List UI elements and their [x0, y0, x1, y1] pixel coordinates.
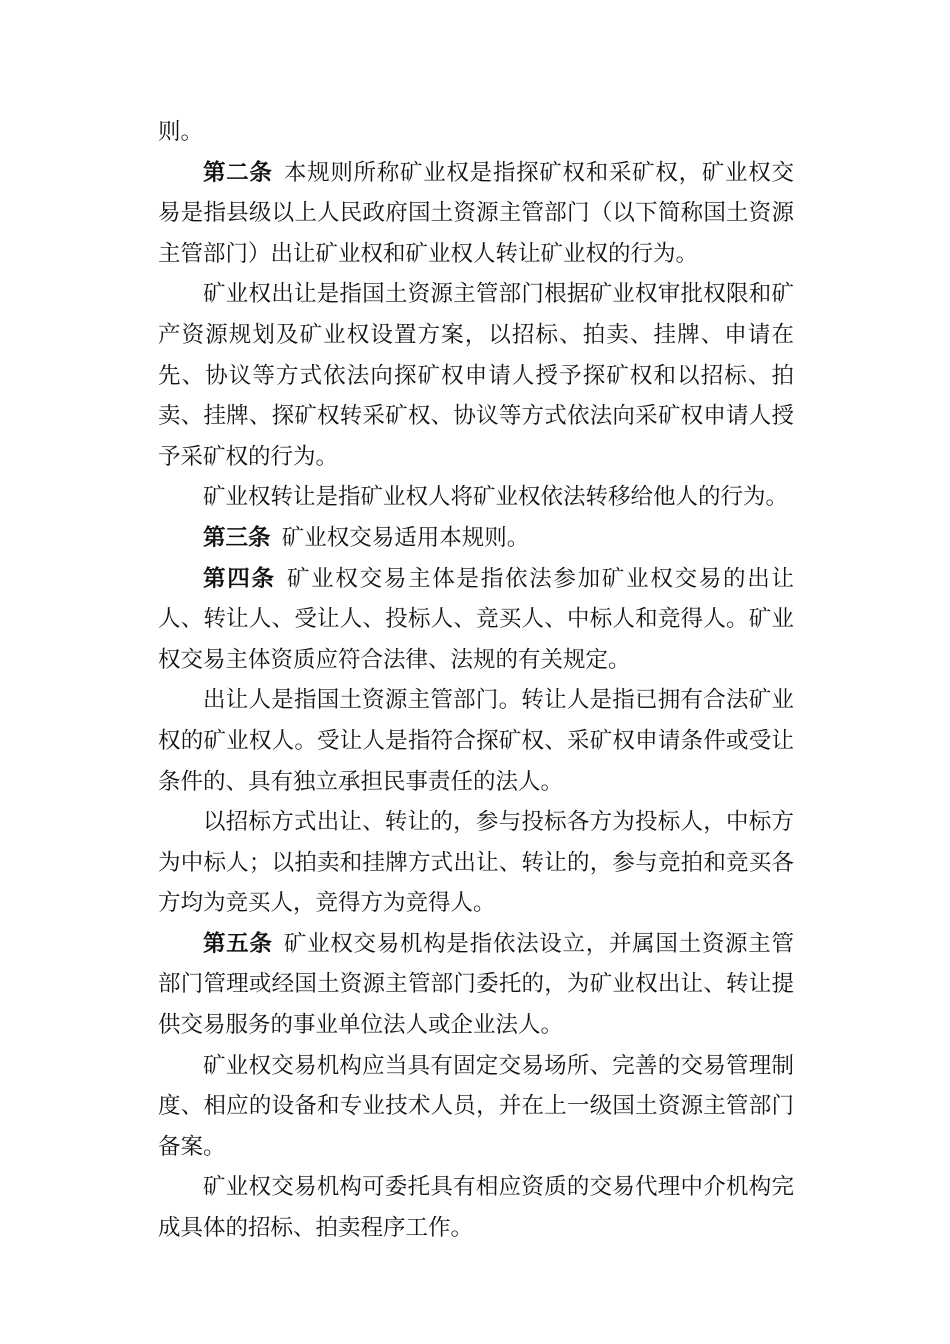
- article-4-paragraph: [158, 559, 794, 681]
- paragraph-text: 本规则所称矿业权是指探矿权和采矿权，矿业权交易是指县级以上人民政府国土资源主管部门（以下简称国土资源主管部门）出让矿业权和矿业权人转让矿业权的行为。: [158, 159, 794, 267]
- paragraph: [158, 1167, 794, 1248]
- paragraph-text: 矿业权出让是指国土资源主管部门根据矿业权审批权限和矿产资源规划及矿业权设置方案，以招标、拍卖、挂牌、申请在先、协议等方式依法向探矿权申请人授予探矿权和以招标、拍卖、挂牌、探矿权转采矿权、协议等方式依法向采矿权申请人授予采矿权的行为。: [158, 281, 794, 470]
- paragraph: [158, 1046, 794, 1168]
- article-2-paragraph: [158, 153, 794, 275]
- paragraph: [158, 680, 794, 802]
- article-label: 第四条: [203, 565, 276, 592]
- paragraph-continuation: [158, 112, 794, 153]
- paragraph: [158, 274, 794, 477]
- paragraph-text: 矿业权转让是指矿业权人将矿业权依法转移给他人的行为。: [203, 484, 789, 511]
- paragraph: [158, 802, 794, 924]
- paragraph-text: 出让人是指国土资源主管部门。转让人是指已拥有合法矿业权的矿业权人。受让人是指符合探矿权、采矿权申请条件或受让条件的、具有独立承担民事责任的法人。: [158, 687, 794, 795]
- document-body: [158, 112, 794, 1249]
- article-label: 第三条: [203, 524, 271, 551]
- article-label: 第二条: [203, 159, 273, 186]
- paragraph-text: 矿业权交易适用本规则。: [281, 524, 530, 551]
- article-3-paragraph: [158, 518, 794, 559]
- paragraph-text: 矿业权交易机构可委托具有相应资质的交易代理中介机构完成具体的招标、拍卖程序工作。: [158, 1174, 794, 1242]
- article-label: 第五条: [203, 930, 273, 957]
- paragraph-text: 矿业权交易机构是指依法设立，并属国土资源主管部门管理或经国土资源主管部门委托的，为矿业权出让、转让提供交易服务的事业单位法人或企业法人。: [158, 930, 794, 1039]
- paragraph-text: 以招标方式出让、转让的，参与投标各方为投标人，中标方为中标人；以拍卖和挂牌方式出让、转让的，参与竞拍和竞买各方均为竞买人，竞得方为竞得人。: [158, 809, 794, 917]
- article-5-paragraph: [158, 924, 794, 1046]
- paragraph-text: 则。: [158, 119, 204, 145]
- paragraph-text: 矿业权交易机构应当具有固定交易场所、完善的交易管理制度、相应的设备和专业技术人员，并在上一级国土资源主管部门备案。: [158, 1052, 794, 1160]
- paragraph: [158, 477, 794, 518]
- paragraph-text: 矿业权交易主体是指依法参加矿业权交易的出让人、转让人、受让人、投标人、竞买人、中标人和竞得人。矿业权交易主体资质应符合法律、法规的有关规定。: [158, 565, 794, 673]
